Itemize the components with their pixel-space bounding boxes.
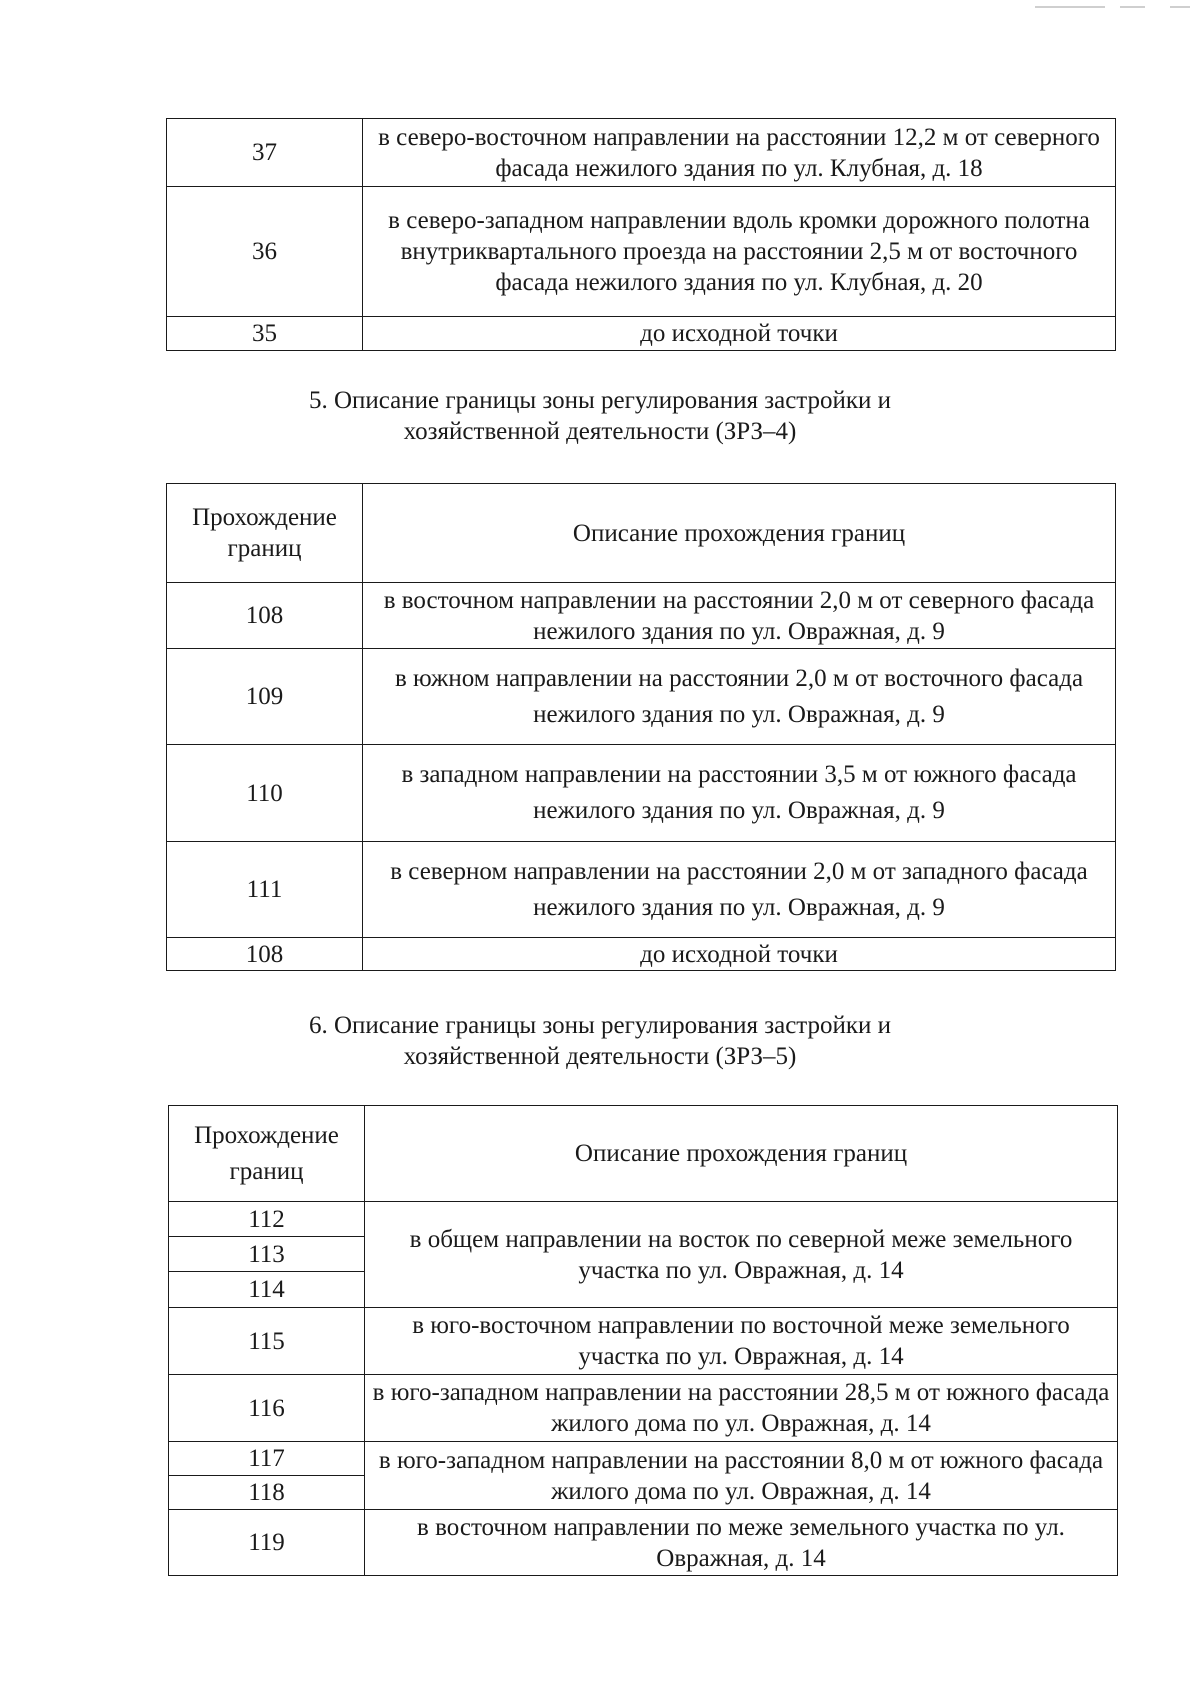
column-header-description: Описание прохождения границ: [363, 484, 1116, 583]
table-row: [167, 317, 1116, 351]
point-number: 119: [169, 1510, 365, 1576]
boundary-description: в западном направлении на расстоянии 3,5 м от южного фасада нежилого здания по ул. Овражная, д. 9: [363, 745, 1116, 842]
column-header-description: Описание прохождения границ: [365, 1106, 1118, 1202]
boundary-table-zrz-5: [168, 1105, 1118, 1576]
boundary-description: в северо-восточном направлении на расстоянии 12,2 м от северного фасада нежилого здания по ул. Клубная, д. 18: [363, 119, 1116, 187]
boundary-description: в восточном направлении на расстоянии 2,0 м от северного фасада нежилого здания по ул. Овражная, д. 9: [363, 583, 1116, 649]
table-row: [169, 1202, 1118, 1237]
table-row: [169, 1308, 1118, 1375]
column-header-point: Прохождение границ: [169, 1106, 365, 1202]
scan-artifact-mark: [1120, 6, 1145, 8]
point-number: 108: [167, 938, 363, 971]
table-row: [167, 649, 1116, 745]
boundary-description: в северном направлении на расстоянии 2,0 м от западного фасада нежилого здания по ул. Овражная, д. 9: [363, 842, 1116, 938]
point-number: 118: [169, 1476, 365, 1510]
point-number: 111: [167, 842, 363, 938]
scan-artifact-mark: [1170, 6, 1190, 8]
point-number: 113: [169, 1237, 365, 1272]
section-6-heading: [0, 1010, 1200, 1072]
section-heading-line: хозяйственной деятельности (ЗРЗ–5): [403, 1043, 797, 1070]
point-number: 112: [169, 1202, 365, 1237]
table-row: [169, 1442, 1118, 1476]
table-row: [167, 119, 1116, 187]
table-row: [169, 1510, 1118, 1576]
boundary-description: в юго-западном направлении на расстоянии 28,5 м от южного фасада жилого дома по ул. Овражная, д. 14: [365, 1375, 1118, 1442]
table-row: [167, 842, 1116, 938]
section-5-heading: [0, 385, 1200, 447]
point-number: 35: [167, 317, 363, 351]
boundary-description: в юго-восточном направлении по восточной меже земельного участка по ул. Овражная, д. 14: [365, 1308, 1118, 1375]
boundary-description: до исходной точки: [363, 938, 1116, 971]
boundary-table-continuation: [166, 118, 1116, 351]
point-number: 108: [167, 583, 363, 649]
boundary-table-zrz-4: [166, 483, 1116, 971]
point-number: 36: [167, 187, 363, 317]
table-header-row: [167, 484, 1116, 583]
table-row: [167, 745, 1116, 842]
table-row: [167, 187, 1116, 317]
boundary-description: в общем направлении на восток по северной меже земельного участка по ул. Овражная, д. 14: [365, 1202, 1118, 1308]
section-heading-line: 6. Описание границы зоны регулирования застройки и: [308, 1012, 892, 1039]
point-number: 109: [167, 649, 363, 745]
table-header-row: [169, 1106, 1118, 1202]
boundary-description: в северо-западном направлении вдоль кромки дорожного полотна внутриквартального проезда на расстоянии 2,5 м от восточного фасада нежилого здания по ул. Клубная, д. 20: [363, 187, 1116, 317]
point-number: 110: [167, 745, 363, 842]
column-header-point: Прохождение границ: [167, 484, 363, 583]
section-heading-line: хозяйственной деятельности (ЗРЗ–4): [403, 418, 797, 445]
table-row: [167, 583, 1116, 649]
table-row: [167, 938, 1116, 971]
boundary-description: в южном направлении на расстоянии 2,0 м от восточного фасада нежилого здания по ул. Овражная, д. 9: [363, 649, 1116, 745]
point-number: 117: [169, 1442, 365, 1476]
point-number: 116: [169, 1375, 365, 1442]
boundary-description: до исходной точки: [363, 317, 1116, 351]
scan-artifact-mark: [1035, 6, 1105, 8]
point-number: 37: [167, 119, 363, 187]
point-number: 114: [169, 1272, 365, 1308]
section-heading-line: 5. Описание границы зоны регулирования застройки и: [308, 387, 892, 414]
point-number: 115: [169, 1308, 365, 1375]
boundary-description: в юго-западном направлении на расстоянии 8,0 м от южного фасада жилого дома по ул. Овражная, д. 14: [365, 1442, 1118, 1510]
table-row: [169, 1375, 1118, 1442]
boundary-description: в восточном направлении по меже земельного участка по ул. Овражная, д. 14: [365, 1510, 1118, 1576]
